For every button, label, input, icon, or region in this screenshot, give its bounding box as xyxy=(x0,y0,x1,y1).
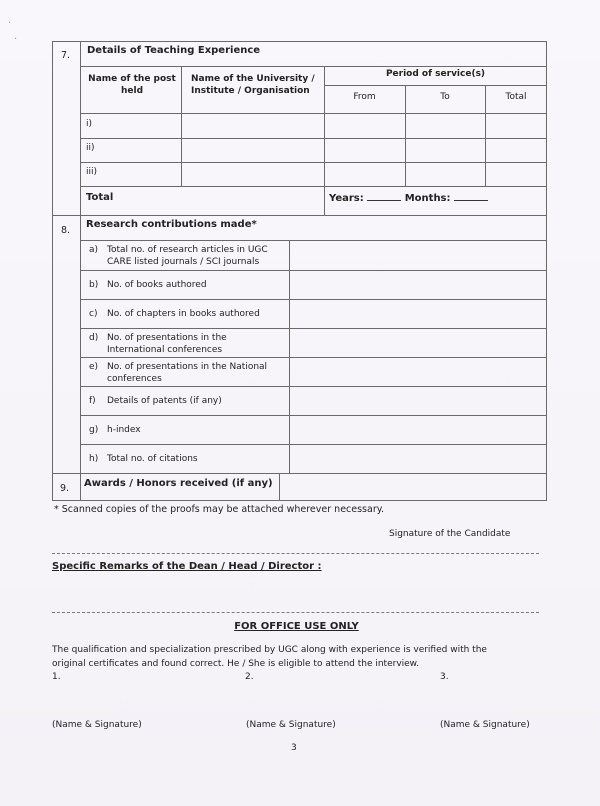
item-text: Total no. of research articles in UGC CARE listed journals / SCI journals xyxy=(107,245,268,267)
rule xyxy=(279,473,280,501)
column-header-from: From xyxy=(353,92,376,102)
item-letter: b) xyxy=(89,280,99,290)
signatory-label: (Name & Signature) xyxy=(246,720,336,730)
section-rule xyxy=(52,215,547,216)
office-use-heading: FOR OFFICE USE ONLY xyxy=(234,621,359,632)
signatory-number: 2. xyxy=(245,672,254,682)
item-text: h-index xyxy=(107,425,141,435)
remarks-heading: Specific Remarks of the Dean / Head / Director : xyxy=(52,561,322,572)
item-letter: d) xyxy=(89,333,99,343)
rule xyxy=(80,386,547,387)
rule xyxy=(80,113,547,114)
rule xyxy=(80,299,547,300)
column-header-post: Name of the post held xyxy=(88,74,176,96)
item-text: No. of chapters in books authored xyxy=(107,309,260,319)
column-header-period: Period of service(s) xyxy=(385,69,486,79)
item-text: No. of presentations in the International conferences xyxy=(107,333,227,355)
office-text: The qualification and specialization prescribed by UGC along with experience is verified with the xyxy=(52,645,487,655)
item-letter: c) xyxy=(89,309,98,319)
signatory-label: (Name & Signature) xyxy=(52,720,142,730)
item-text: No. of presentations in the National conferences xyxy=(107,362,268,384)
scan-speck: · xyxy=(14,34,18,45)
rule xyxy=(324,85,547,86)
item-letter: f) xyxy=(89,396,96,406)
row-label: i) xyxy=(86,119,93,129)
section-rule xyxy=(52,473,547,474)
number-column-divider xyxy=(80,41,81,501)
rule xyxy=(80,240,547,241)
footnote: * Scanned copies of the proofs may be attached wherever necessary. xyxy=(54,504,385,515)
rule xyxy=(324,66,325,215)
item-text: Total no. of citations xyxy=(107,454,198,464)
candidate-signature-label: Signature of the Candidate xyxy=(389,529,511,539)
signatory-number: 1. xyxy=(52,672,61,682)
rule xyxy=(80,328,547,329)
column-header-to: To xyxy=(440,92,450,102)
rule xyxy=(80,162,547,163)
months-label: Months: xyxy=(404,193,451,204)
section-number: 7. xyxy=(61,50,71,61)
item-letter: g) xyxy=(89,425,99,435)
rule xyxy=(80,138,547,139)
years-months-field xyxy=(329,191,488,205)
signatory-number: 3. xyxy=(440,672,449,682)
section-title: Details of Teaching Experience xyxy=(87,45,261,56)
rule xyxy=(80,66,547,67)
months-blank xyxy=(454,191,488,201)
column-header-university: Name of the University / Institute / Organisation xyxy=(191,74,315,96)
rule xyxy=(80,357,547,358)
total-label: Total xyxy=(86,192,114,203)
rule xyxy=(80,186,547,187)
dashed-separator xyxy=(52,612,539,613)
section-number: 8. xyxy=(61,225,71,236)
rule xyxy=(80,415,547,416)
section-number: 9. xyxy=(60,483,70,494)
page-number: 3 xyxy=(291,743,297,753)
item-letter: h) xyxy=(89,454,99,464)
dashed-separator xyxy=(52,553,539,554)
item-text: No. of books authored xyxy=(107,280,207,290)
scan-speck: · xyxy=(8,18,12,29)
column-header-total: Total xyxy=(505,92,527,102)
rule xyxy=(181,66,182,186)
row-label: iii) xyxy=(86,167,98,177)
rule xyxy=(80,270,547,271)
item-letter: a) xyxy=(89,245,99,255)
item-letter: e) xyxy=(89,362,99,372)
years-label: Years: xyxy=(329,193,364,204)
row-label: ii) xyxy=(86,143,95,153)
rule xyxy=(289,240,290,473)
signatory-label: (Name & Signature) xyxy=(440,720,530,730)
office-text: original certificates and found correct. He / She is eligible to attend the interview. xyxy=(52,659,420,669)
years-blank xyxy=(367,191,401,201)
section-title: Research contributions made* xyxy=(86,219,257,230)
item-text: Details of patents (if any) xyxy=(107,396,222,406)
section-title: Awards / Honors received (if any) xyxy=(84,478,273,489)
rule xyxy=(80,444,547,445)
